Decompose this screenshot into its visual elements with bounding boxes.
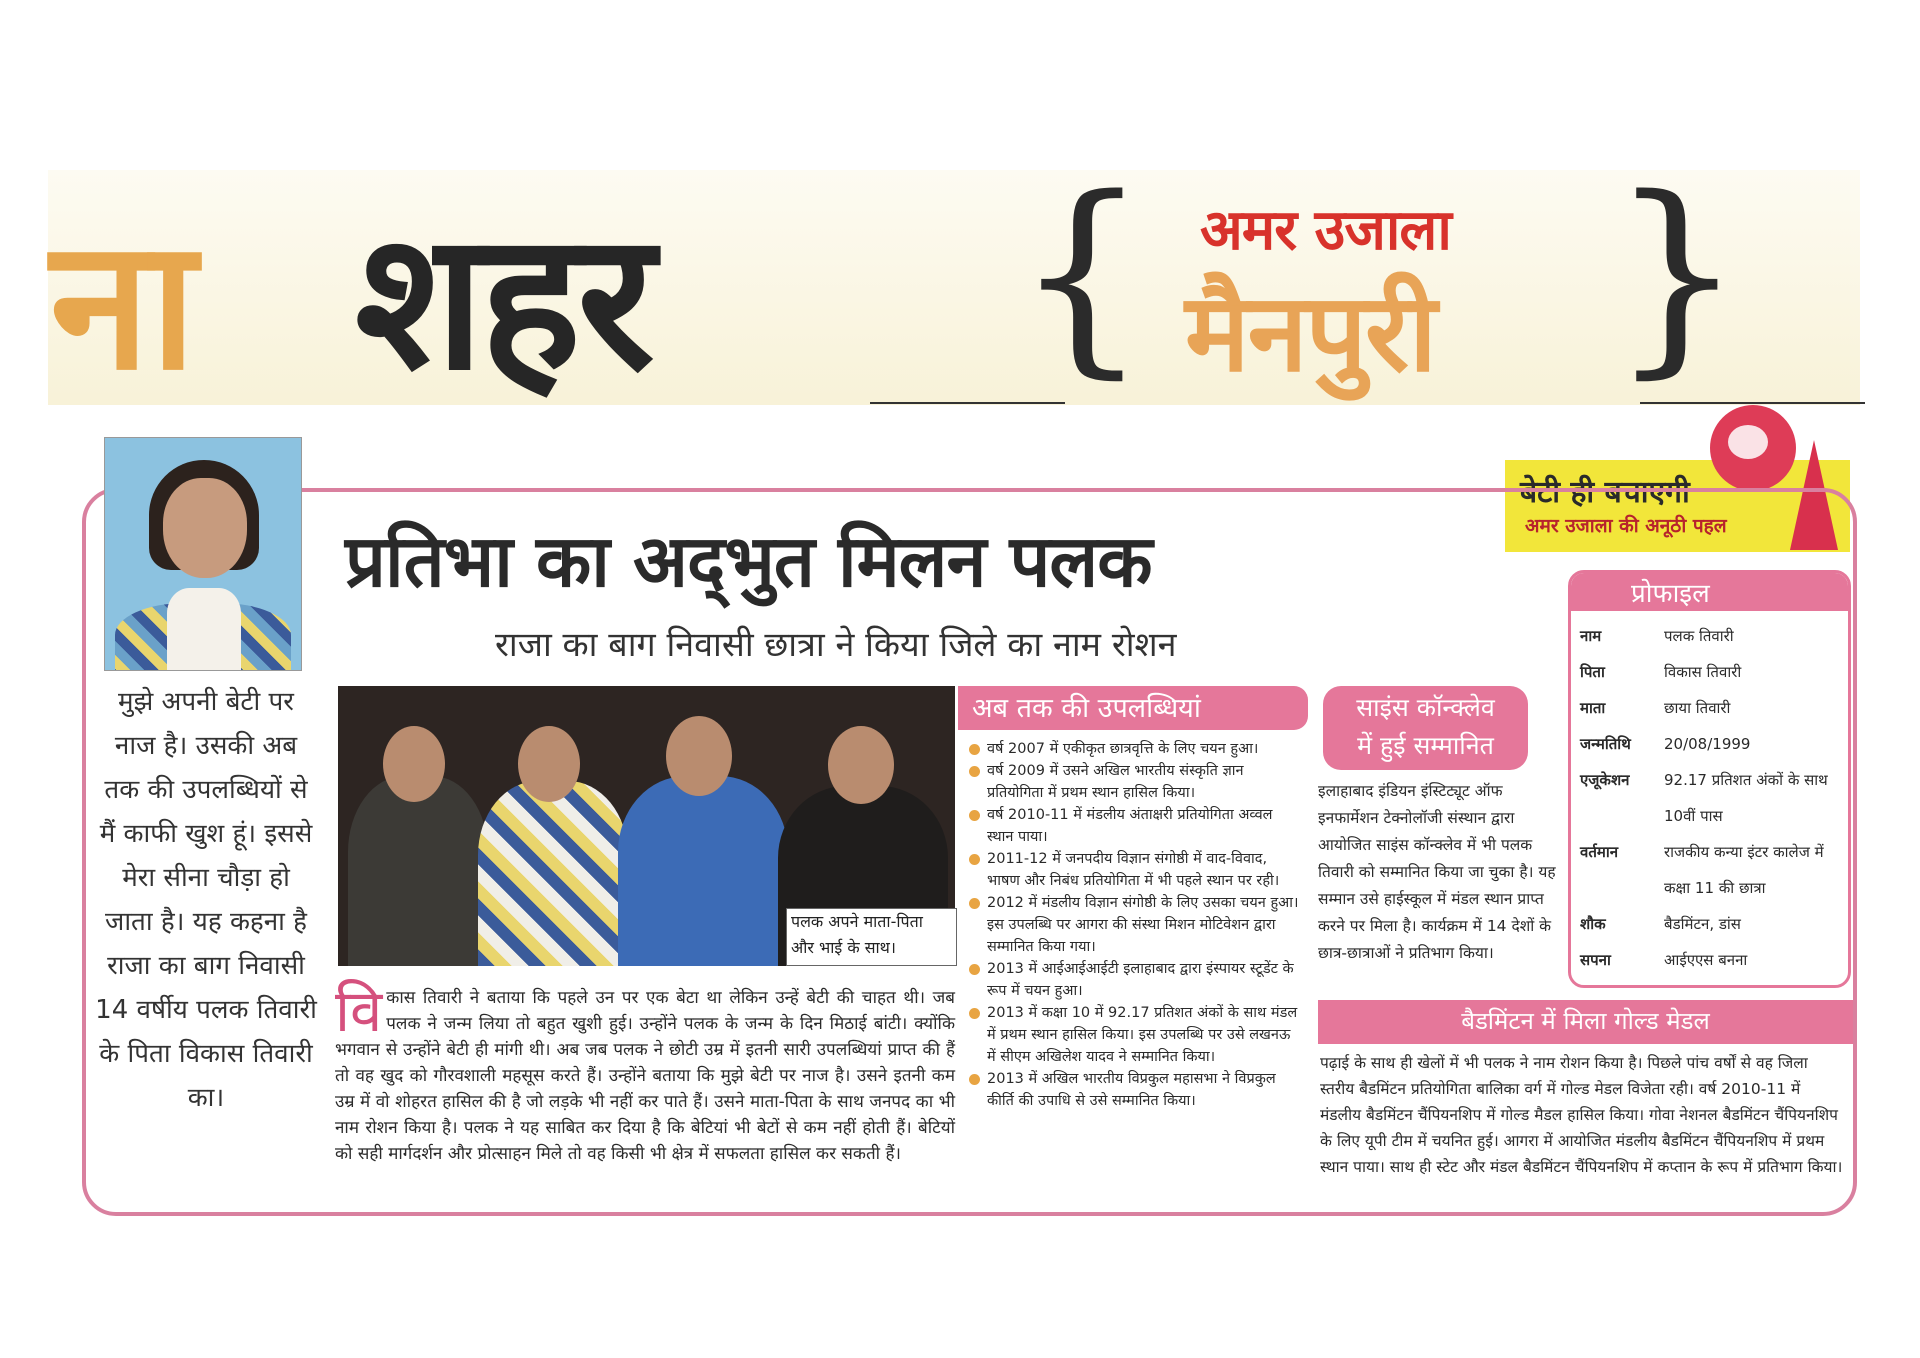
globe-icon — [1710, 405, 1796, 491]
table-row — [1580, 942, 1850, 978]
father-quote: मुझे अपनी बेटी पर नाज है। उसकी अब तक की उपलब्धियों से मैं काफी खुश हूं। इससे मेरा सीना चौड़ा हो जाता है। यह कहना है राजा का बाग निवासी 14 वर्षीय पलक तिवारी के पिता विकास तिवारी का। — [95, 687, 317, 1113]
list-item: वर्ष 2007 में एकीकृत छात्रवृत्ति के लिए चयन हुआ। — [965, 738, 1300, 760]
profile-table — [1580, 618, 1850, 978]
subheadline: राजा का बाग निवासी छात्रा ने किया जिले का नाम रोशन — [495, 625, 1177, 665]
masthead-rule — [870, 402, 1065, 404]
drop-cap: वि — [335, 977, 383, 1045]
profile-value: छाया तिवारी — [1664, 699, 1731, 717]
campaign-title: बेटी ही बचाएगी — [1520, 475, 1690, 510]
table-row — [1580, 762, 1850, 834]
science-title-line-2: में हुई सम्मानित — [1357, 731, 1494, 760]
profile-value: विकास तिवारी — [1664, 663, 1742, 681]
masthead-rule-right — [1640, 402, 1865, 404]
newspaper-logo: अमर उजाला — [1200, 198, 1451, 263]
list-item: 2013 में आईआईआईटी इलाहाबाद द्वारा इंस्पायर स्टूडेंट के रूप में चयन हुआ। — [965, 958, 1300, 1002]
table-row — [1580, 618, 1850, 654]
masthead-title: शहर — [355, 189, 651, 412]
profile-key: माता — [1580, 699, 1606, 717]
profile-title: प्रोफाइल — [1631, 579, 1710, 609]
badminton-text: पढ़ाई के साथ ही खेलों में भी पलक ने नाम रोशन किया है। पिछले पांच वर्षों से वह जिला स्तरीय बैडमिंटन प्रतियोगिता बालिका वर्ग में गोल्ड मेडल विजेता रही। वर्ष 2010-11 में मंडलीय बैडमिंटन चैंपियनशिप में गोल्ड मैडल हासिल किया। गोवा नेशनल बैडमिंटन चैंपियनशिप के लिए यूपी टीम में चयनित हुई। आगरा में आयोजित मंडलीय बैडमिंटन चैंपियनशिप में प्रथम स्थान पाया। साथ ही स्टेट और मंडल बैडमिंटन चैंपियनशिप में कप्तान के रूप में प्रतिभाग किया। — [1320, 1054, 1843, 1176]
list-item: वर्ष 2009 में उसने अखिल भारतीय संस्कृति ज्ञान प्रतियोगिता में प्रथम स्थान हासिल किया। — [965, 760, 1300, 804]
table-row — [1580, 834, 1850, 906]
photo-caption — [786, 908, 957, 966]
list-item: 2012 में मंडलीय विज्ञान संगोष्ठी के लिए उसका चयन हुआ। इस उपलब्धि पर आगरा की संस्था मिशन मोटिवेशन द्वारा सम्मानित किया गया। — [965, 892, 1300, 958]
profile-key: वर्तमान — [1580, 843, 1619, 861]
profile-value: 20/08/1999 — [1664, 735, 1751, 753]
profile-value: बैडमिंटन, डांस — [1664, 915, 1741, 933]
edition-city: मैनपुरी — [1185, 271, 1436, 396]
portrait-photo — [104, 437, 302, 671]
list-item: 2011-12 में जनपदीय विज्ञान संगोष्ठी में वाद-विवाद, भाषण और निबंध प्रतियोगिता में भी पहले स्थान पर रही। — [965, 848, 1300, 892]
close-brace-icon: } — [1610, 152, 1744, 397]
list-item: 2013 में अखिल भारतीय विप्रकुल महासभा ने विप्रकुल कीर्ति की उपाधि से उसे सम्मानित किया। — [965, 1068, 1300, 1112]
achievements-title: अब तक की उपलब्धियां — [972, 693, 1201, 724]
badminton-title: बैडमिंटन में मिला गोल्ड मेडल — [1461, 1007, 1710, 1035]
profile-value: आईएएस बनना — [1664, 951, 1748, 969]
profile-value: राजकीय कन्या इंटर कालेज में कक्षा 11 की छात्रा — [1664, 843, 1824, 897]
masthead-prefix: ना — [50, 199, 191, 410]
profile-key: जन्मतिथि — [1580, 735, 1631, 753]
photo-caption-line-2: और भाई के साथ। — [791, 938, 896, 957]
table-row — [1580, 654, 1850, 690]
table-row — [1580, 906, 1850, 942]
profile-value: पलक तिवारी — [1664, 627, 1734, 645]
profile-key: पिता — [1580, 663, 1605, 681]
profile-key: नाम — [1580, 627, 1602, 645]
table-row — [1580, 726, 1850, 762]
open-brace-icon: { — [1015, 152, 1149, 397]
article-body — [335, 977, 955, 1167]
headline: प्रतिभा का अद्‌भुत मिलन पलक — [345, 518, 1152, 603]
masthead-band — [48, 170, 1860, 412]
profile-key: सपना — [1580, 951, 1611, 969]
table-row — [1580, 690, 1850, 726]
achievements-list — [965, 738, 1300, 1112]
profile-key: एजूकेशन — [1580, 771, 1630, 789]
list-item: 2013 में कक्षा 10 में 92.17 प्रतिशत अंकों के साथ मंडल में प्रथम स्थान हासिल किया। इस उपलब्धि पर उसे लखनऊ में सीएम अखिलेश यादव ने सम्मानित किया। — [965, 1002, 1300, 1068]
list-item: वर्ष 2010-11 में मंडलीय अंताक्षरी प्रतियोगिता अव्वल स्थान पाया। — [965, 804, 1300, 848]
photo-caption-line-1: पलक अपने माता-पिता — [791, 912, 923, 931]
profile-key: शौक — [1580, 915, 1606, 933]
profile-value: 92.17 प्रतिशत अंकों के साथ 10वीं पास — [1664, 771, 1828, 825]
science-text: इलाहाबाद इंडियन इंस्टिट्यूट ऑफ इनफार्मेशन टेक्नोलॉजी संस्थान द्वारा आयोजित साइंस कॉन्क्लेव में भी पलक तिवारी को सम्मानित किया जा चुका है। यह सम्मान उसे हाईस्कूल में मंडल स्थान प्राप्त करने पर मिला है। कार्यक्रम में 14 देशों के छात्र-छात्राओं ने प्रतिभाग किया। — [1318, 782, 1556, 962]
science-title-line-1: साइंस कॉन्क्लेव — [1356, 693, 1495, 722]
article-body-text: कास तिवारी ने बताया कि पहले उन पर एक बेटा था लेकिन उन्हें बेटी की चाहत थी। जब पलक ने जन्म लिया तो बहुत खुशी हुई। उन्होंने पलक के जन्म के दिन मिठाई बांटी। क्योंकि भगवान से उन्होंने बेटी ही मांगी थी। अब जब पलक ने छोटी उम्र में इतनी सारी उपलब्धियां प्राप्त की हैं तो वह खुद को गौरवशाली महसूस करते हैं। उन्होंने बताया कि मुझे बेटी पर नाज है। उसने इतनी कम उम्र में वो शोहरत हासिल की है जो लड़के भी नहीं कर पाते हैं। उसने माता-पिता के साथ जनपद का भी नाम रोशन किया है। पलक ने यह साबित कर दिया है कि बेटियां भी बेटों से कम नहीं होती हैं। बेटियों को सही मार्गदर्शन और प्रोत्साहन मिले तो वह किसी भी क्षेत्र में सफलता हासिल कर सकती हैं। — [335, 988, 955, 1164]
campaign-subtitle: अमर उजाला की अनूठी पहल — [1525, 515, 1727, 537]
